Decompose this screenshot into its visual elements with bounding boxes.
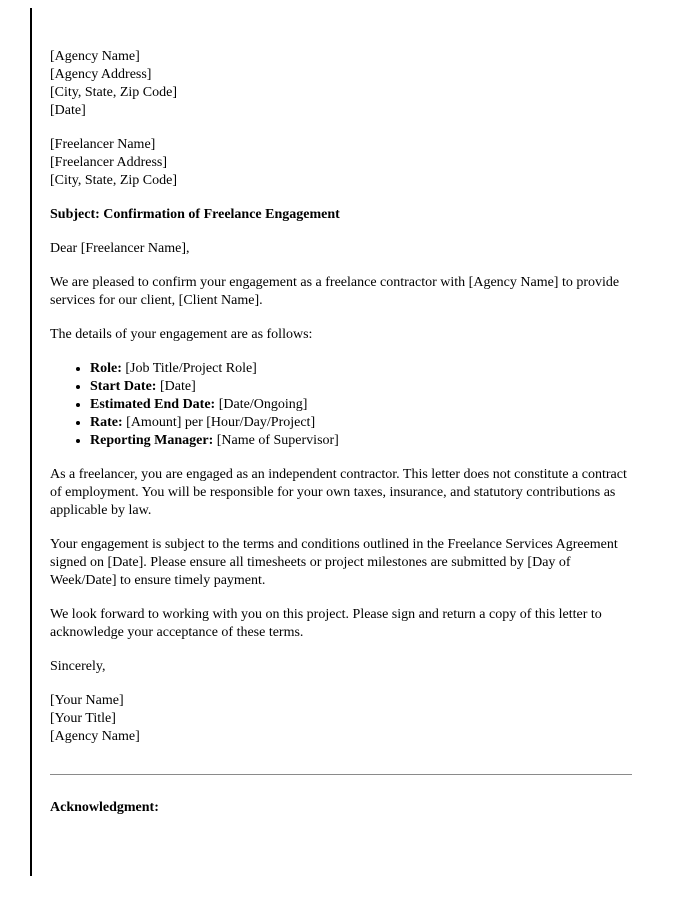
detail-label: Start Date: [90,379,157,394]
agency-address-line: [Agency Address] [50,67,152,82]
signer-agency-line: [Agency Name] [50,729,140,744]
signature-block [50,692,632,746]
engagement-details-list [50,360,632,450]
acknowledgment-heading: Acknowledgment: [50,800,159,815]
detail-value: [Job Title/Project Role] [121,361,257,376]
detail-value: [Amount] per [Hour/Day/Project] [122,415,316,430]
page-left-border [30,8,32,876]
detail-value: [Date] [156,379,196,394]
salutation: Dear [Freelancer Name], [50,241,190,256]
detail-label: Role: [90,361,122,376]
letter-date-line: [Date] [50,103,86,118]
signer-name-line: [Your Name] [50,693,124,708]
detail-label: Rate: [90,415,123,430]
freelancer-name-line: [Freelancer Name] [50,137,156,152]
signer-title-line: [Your Title] [50,711,116,726]
subject-line: Subject: Confirmation of Freelance Engagement [50,207,340,222]
freelancer-city-line: [City, State, Zip Code] [50,173,178,188]
detail-item-end-date [90,396,632,414]
detail-label: Reporting Manager: [90,433,214,448]
detail-item-rate [90,414,632,432]
detail-item-start-date [90,378,632,396]
freelancer-address-line: [Freelancer Address] [50,155,168,170]
agency-name-line: [Agency Name] [50,49,140,64]
detail-value: [Date/Ongoing] [215,397,308,412]
letter-body [50,48,632,833]
closing-paragraph: We look forward to working with you on this project. Please sign and return a copy of this letter to acknowledge your acceptance of these terms. [50,607,602,640]
agency-city-line: [City, State, Zip Code] [50,85,178,100]
detail-item-role [90,360,632,378]
intro-paragraph: We are pleased to confirm your engagement as a freelance contractor with [Agency Name] to provide services for our client, [Client Name]. [50,275,620,308]
sign-off: Sincerely, [50,659,106,674]
details-lead-paragraph: The details of your engagement are as follows: [50,327,313,342]
agency-address-block [50,48,632,120]
freelancer-address-block [50,136,632,190]
detail-value: [Name of Supervisor] [213,433,339,448]
detail-item-reporting-manager [90,432,632,450]
contractor-status-paragraph: As a freelancer, you are engaged as an independent contractor. This letter does not constitute a contract of employment. You will be responsible for your own taxes, insurance, and statutory contributions as applicable by law. [50,467,627,518]
terms-paragraph: Your engagement is subject to the terms and conditions outlined in the Freelance Services Agreement signed on [Date]. Please ensure all timesheets or project milestones are submitted by [Day of Week/Date] to ensure timely payment. [50,537,618,588]
detail-label: Estimated End Date: [90,397,216,412]
acknowledgment-divider [50,774,632,775]
